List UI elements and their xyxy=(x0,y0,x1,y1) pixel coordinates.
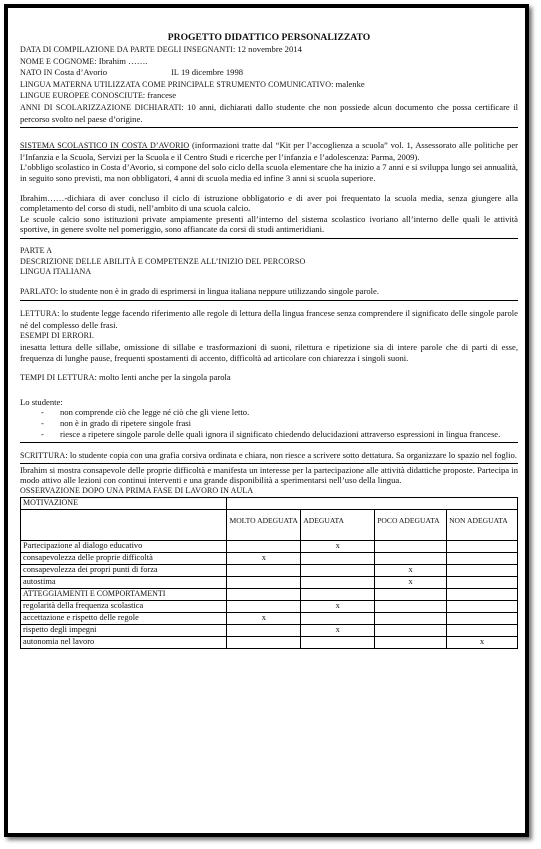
divider xyxy=(20,442,518,443)
compilation-date-field: DATA DI COMPILAZIONE DA PARTE DEGLI INSEGNANTI: 12 novembre 2014 xyxy=(20,44,302,54)
section-motivation: MOTIVAZIONE xyxy=(21,497,227,509)
document-page xyxy=(4,4,529,837)
table-row: autostima x xyxy=(21,576,518,588)
european-languages-field: LINGUE EUROPEE CONOSCIUTE: francese xyxy=(20,90,177,101)
name-field: NOME E COGNOME: Ibrahim ……. xyxy=(20,55,148,66)
divider xyxy=(20,127,518,128)
divider xyxy=(20,300,518,301)
column-header: MOLTO ADEGUATA xyxy=(227,509,301,540)
schooling-years-field: ANNI DI SCOLARIZZAZIONE DICHIARATI: 10 anni, dichiarati dallo studente che non possiede alcun documento che possa certificare il percorso svolto nel paese d’origine. xyxy=(20,101,518,124)
part-a-heading: PARTE A xyxy=(20,245,53,255)
scrittura-paragraph: SCRITTURA: lo studente copia con una grafia corsiva ordinata e chiara, non riesce a scrivere sotto dettatura. Sa organizzare lo spazio nel foglio. xyxy=(20,450,517,461)
table-row: consapevolezza dei propri punti di forza x xyxy=(21,564,518,576)
document-title: PROGETTO DIDATTICO PERSONALIZZATO xyxy=(167,32,371,43)
errori-paragraph: inesatta lettura delle sillabe, omissione di sillabe e trasformazioni di suoni, rilettura e ripetizione sia di intere parole che di parti di esse, frequenza di lunghe pause, frequenti spostamenti di accento, difficoltà ad articolare con chiarezza i singoli suoni. xyxy=(20,342,518,363)
column-header: ADEGUATA xyxy=(301,509,375,540)
table-row: autonomia nel lavoro x xyxy=(21,636,518,648)
list-item: - riesce a ripetere singole parole delle quali ignora il significato chiedendo delucidazioni attraverso espressioni in lingua francese. xyxy=(60,429,518,440)
divider xyxy=(20,463,518,464)
table-row: accettazione e rispetto delle regole x xyxy=(21,612,518,624)
school-system-para-3: Le scuole calcio sono istituzioni private ampiamente presenti all’interno del sistema scolastico ivoriano all’interno delle quali le attività sportive, in genere svolte nel pomeriggio, sono affiancate da corsi di studi antimeridiani. xyxy=(20,213,518,235)
errori-heading: ESEMPI DI ERRORI. xyxy=(20,330,94,341)
document-body xyxy=(20,32,518,649)
lettura-paragraph: LETTURA: lo studente legge facendo riferimento alle regole di lettura della lingua francese senza comprendere il significato delle singole parole né del complesso delle frasi. xyxy=(20,308,518,330)
table-row xyxy=(21,497,518,509)
assessment-table xyxy=(20,497,518,649)
column-header: POCO ADEGUATA xyxy=(375,509,447,540)
awareness-paragraph: Ibrahim si mostra consapevole delle proprie difficoltà e manifesta un interesse per la partecipazione alle attività didattiche proposte. Partecipa in modo attivo alle lezioni con continui interventi e una grande disponibilità a sperimentarsi nell’uso della lingua. xyxy=(20,464,518,486)
list-item: - non comprende ciò che legge né ciò che gli viene letto. xyxy=(60,407,518,418)
school-system-para-1: L’obbligo scolastico in Costa d’Avorio, si compone del solo ciclo della scuola elementare che ha inizio a 7 anni e si sviluppa lungo sei annualità, in seguito sono previsti, ma non obbligatori, 4 anni di scuola media ed infine 3 anni si scuola superiore. xyxy=(20,162,518,183)
mother-tongue-field: LINGUA MATERNA UTILIZZATA COME PRINCIPALE STRUMENTO COMUNICATIVO: malenke xyxy=(20,78,365,89)
list-item: - non è in grado di ripetere singole frasi xyxy=(60,418,518,429)
column-header: NON ADEGUATA xyxy=(447,509,518,540)
birth-field: NATO IN Costa d’Avorio IL 19 dicembre 1998 xyxy=(20,67,244,78)
part-a-subheading: DESCRIZIONE DELLE ABILITÀ E COMPETENZE ALL’INIZIO DEL PERCORSO xyxy=(20,256,306,266)
parlato-line: PARLATO: lo studente non è in grado di esprimersi in lingua italiana neppure utilizzando singole parole. xyxy=(20,285,379,296)
tempi-line: TEMPI DI LETTURA: molto lenti anche per la singola parola xyxy=(20,372,231,383)
divider xyxy=(20,238,518,239)
student-list xyxy=(20,407,518,439)
table-row: rispetto degli impegni x xyxy=(21,624,518,636)
observation-heading: OSSERVAZIONE DOPO UNA PRIMA FASE DI LAVORO IN AULA xyxy=(20,486,254,495)
table-header-row xyxy=(21,509,518,540)
section-attitudes: ATTEGGIAMENTI E COMPORTAMENTI xyxy=(21,588,227,600)
table-row: regolarità della frequenza scolastica x xyxy=(21,600,518,612)
school-system-intro: SISTEMA SCOLASTICO IN COSTA D’AVORIO (informazioni tratte dal “Kit per l’accoglienza a scuola” vol. 1, Assessorato alle politiche per l’Infanzia e la Scuola, Servizi per la Scuola e il Centro Studi e ricerche per l’infanzia e l’adolescenza: Parma, 2009). xyxy=(20,140,518,162)
student-intro: Lo studente: xyxy=(20,396,63,407)
school-system-para-2: Ibrahim……-dichiara di aver concluso il ciclo di istruzione obbligatorio e di aver poi frequentato la scuola media, senza giungere alla completamento del corso di studi, nell’ambito di una scuola calcio. xyxy=(20,192,518,214)
table-row: Partecipazione al dialogo educativo x xyxy=(21,540,518,552)
language-heading: LINGUA ITALIANA xyxy=(20,267,92,277)
table-row: consapevolezza delle proprie difficoltà x xyxy=(21,552,518,564)
table-row xyxy=(21,588,518,600)
